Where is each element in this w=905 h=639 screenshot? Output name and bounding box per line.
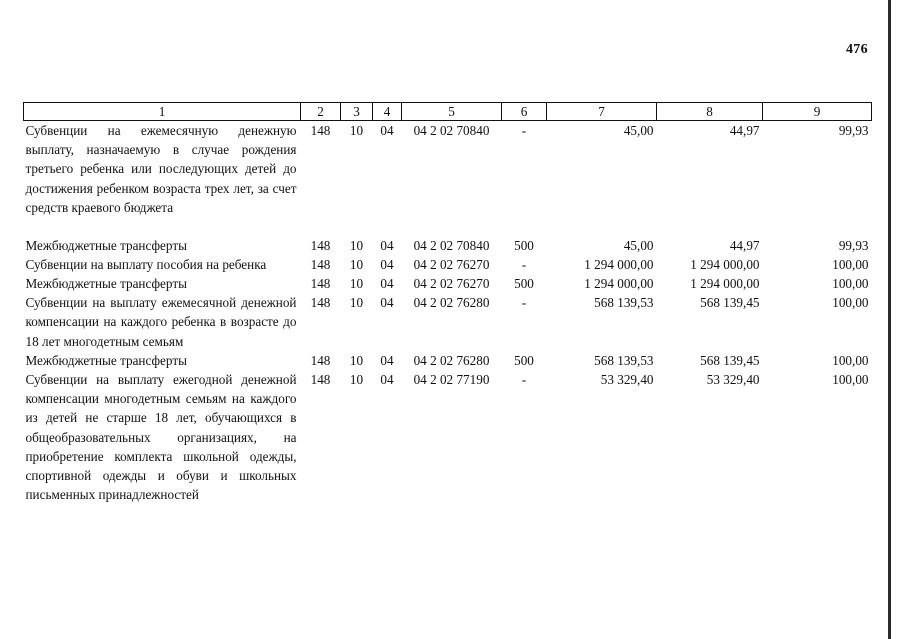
- row-plan-amount: 45,00: [623, 237, 654, 253]
- table-row: [24, 121, 872, 236]
- row-section: 10: [349, 237, 364, 253]
- table-row: [24, 293, 872, 351]
- row-section: 10: [349, 295, 364, 311]
- row-name: Субвенции на выплату пособия на ребенка: [25, 256, 267, 272]
- row-name: Субвенции на выплату ежегодной денежной компенсации многодетным семьям на каждого из детей не старше 18 лет, обучающихся в общеобразовательных организациях, на приобретение комплекта школьной одежды, спортивной одежды и обуви и школьных письменных принадлежностей: [25, 371, 297, 503]
- table-row: [24, 274, 872, 293]
- header-cell-4: 4: [373, 103, 402, 121]
- row-percent: 100,00: [832, 295, 869, 311]
- header-cell-9: 9: [763, 103, 872, 121]
- row-plan-amount: 568 139,53: [594, 295, 654, 311]
- row-actual-amount: 1 294 000,00: [690, 275, 760, 291]
- row-name: Межбюджетные трансферты: [25, 275, 187, 291]
- row-actual-amount: 568 139,45: [700, 352, 760, 368]
- header-row: [24, 103, 872, 121]
- row-plan-amount: 53 329,40: [600, 371, 654, 387]
- header-cell-3: 3: [341, 103, 373, 121]
- row-admin-code: 148: [310, 295, 331, 311]
- row-target-article: 04 2 02 76270: [413, 256, 490, 272]
- row-plan-amount: 1 294 000,00: [584, 275, 654, 291]
- header-cell-8: 8: [657, 103, 763, 121]
- row-target-article: 04 2 02 76280: [413, 295, 490, 311]
- row-subsection: 04: [380, 371, 394, 387]
- budget-table: [23, 102, 872, 504]
- table-header: [24, 103, 872, 121]
- table-row: [24, 255, 872, 274]
- row-admin-code: 148: [310, 371, 331, 387]
- row-actual-amount: 568 139,45: [700, 295, 760, 311]
- header-cell-5: 5: [402, 103, 502, 121]
- row-expense-type: -: [521, 123, 527, 138]
- row-admin-code: 148: [310, 256, 331, 272]
- row-subsection: 04: [380, 256, 394, 272]
- row-percent: 99,93: [838, 237, 869, 253]
- row-section: 10: [349, 123, 364, 138]
- row-actual-amount: 44,97: [729, 237, 760, 253]
- row-section: 10: [349, 275, 364, 291]
- row-subsection: 04: [380, 237, 394, 253]
- row-section: 10: [349, 352, 364, 368]
- row-expense-type: -: [521, 371, 527, 387]
- row-target-article: 04 2 02 76270: [413, 275, 490, 291]
- header-cell-7: 7: [547, 103, 657, 121]
- row-target-article: 04 2 02 70840: [413, 237, 490, 253]
- row-percent: 99,93: [838, 123, 869, 138]
- table-row: [24, 236, 872, 255]
- row-expense-type: 500: [514, 237, 534, 253]
- row-subsection: 04: [380, 123, 394, 138]
- header-cell-1: 1: [24, 103, 301, 121]
- row-actual-amount: 1 294 000,00: [690, 256, 760, 272]
- row-subsection: 04: [380, 275, 394, 291]
- row-subsection: 04: [380, 352, 394, 368]
- row-section: 10: [349, 371, 364, 387]
- row-percent: 100,00: [832, 256, 869, 272]
- row-actual-amount: 44,97: [729, 123, 760, 138]
- page-number: 476: [846, 42, 868, 57]
- row-name: Межбюджетные трансферты: [25, 237, 187, 253]
- table-row: [24, 351, 872, 370]
- row-target-article: 04 2 02 76280: [413, 352, 490, 368]
- table-row: [24, 370, 872, 504]
- row-plan-amount: 45,00: [623, 123, 654, 138]
- row-admin-code: 148: [310, 123, 331, 138]
- row-admin-code: 148: [310, 352, 331, 368]
- scan-edge: [888, 0, 891, 639]
- row-target-article: 04 2 02 70840: [413, 123, 490, 138]
- row-percent: 100,00: [832, 352, 869, 368]
- row-plan-amount: 1 294 000,00: [584, 256, 654, 272]
- row-expense-type: -: [521, 256, 527, 272]
- table-body: [24, 121, 872, 505]
- row-plan-amount: 568 139,53: [594, 352, 654, 368]
- row-name: Субвенции на выплату ежемесячной денежной компенсации на каждого ребенка в возрасте до 18 лет многодетным семьям: [25, 295, 297, 349]
- header-cell-2: 2: [301, 103, 341, 121]
- row-percent: 100,00: [832, 371, 869, 387]
- row-actual-amount: 53 329,40: [706, 371, 760, 387]
- row-expense-type: 500: [514, 352, 534, 368]
- row-name: Субвенции на ежемесячную денежную выплату, назначаемую в случае рождения третьего ребенка или последующих детей до достижения ребенком возраста трех лет, за счет средств краевого бюджета: [25, 123, 297, 215]
- row-percent: 100,00: [832, 275, 869, 291]
- row-expense-type: 500: [514, 275, 534, 291]
- row-subsection: 04: [380, 295, 394, 311]
- row-target-article: 04 2 02 77190: [413, 371, 490, 387]
- row-name: Межбюджетные трансферты: [25, 352, 187, 368]
- row-expense-type: -: [521, 295, 527, 311]
- row-admin-code: 148: [310, 237, 331, 253]
- row-section: 10: [349, 256, 364, 272]
- row-admin-code: 148: [310, 275, 331, 291]
- header-cell-6: 6: [502, 103, 547, 121]
